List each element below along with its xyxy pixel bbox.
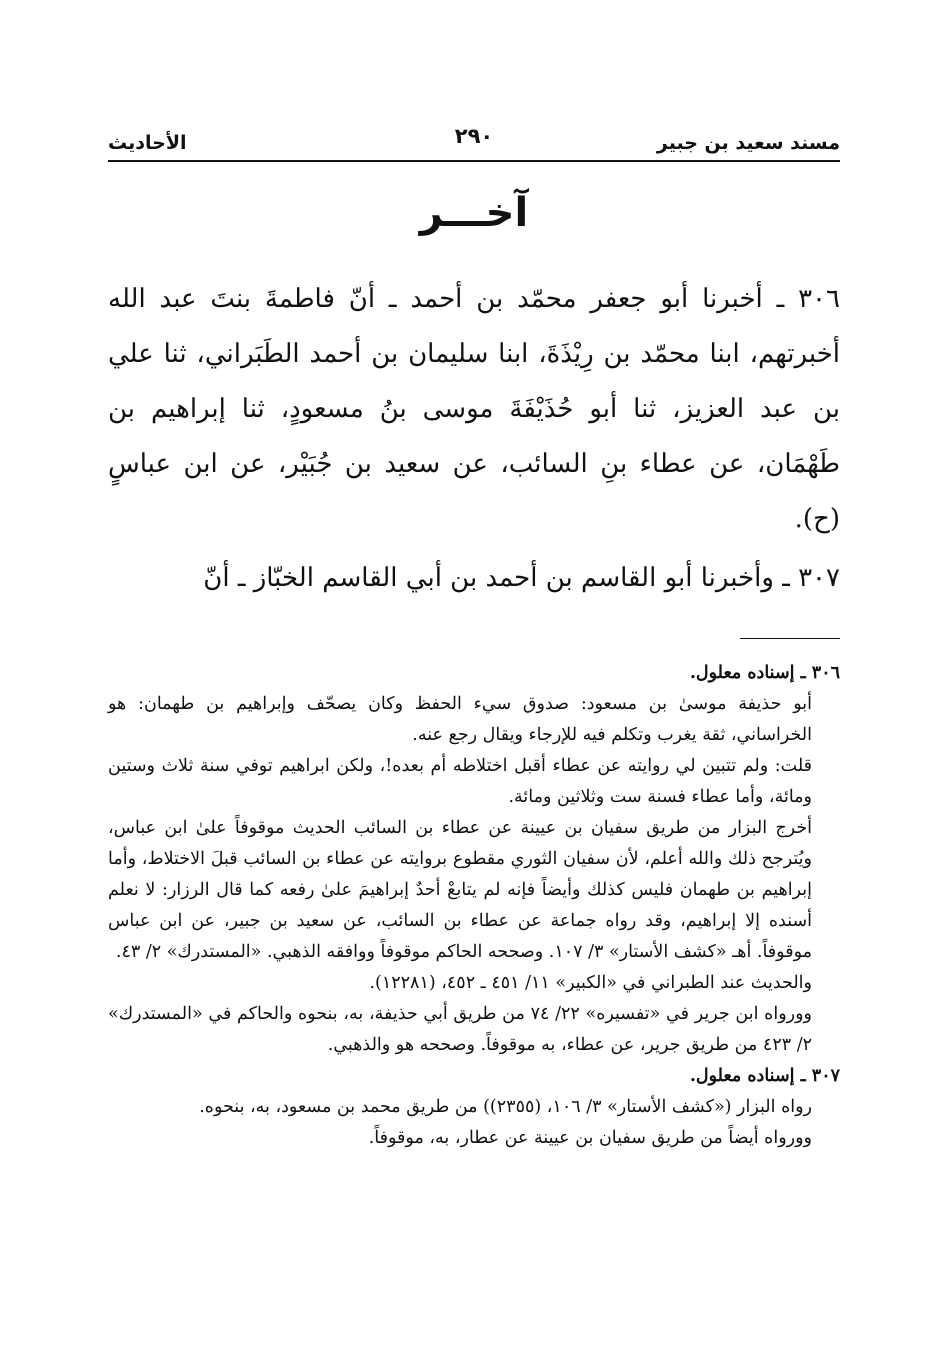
- footnote-rule: [740, 638, 840, 639]
- footnote-paragraph: قلت: ولم تتبين لي روايته عن عطاء أقبل اختلاطه أم بعده!، ولكن ابراهيم توفي سنة ثلاث وستين ومائة، وأما عطاء فسنة ست وثلاثين ومائة.: [108, 756, 812, 807]
- header-rule: [108, 160, 840, 162]
- footnote-307-heading: ٣٠٧ ـ إسناده معلول.: [689, 1066, 840, 1086]
- footnotes: [108, 658, 840, 1154]
- footnote-paragraph: رواه البزار («كشف الأستار» ٣/ ١٠٦، (٢٣٥٥)) من طريق محمد بن مسعود، به، بنحوه.: [199, 1097, 812, 1117]
- footnote-paragraph: أخرج البزار من طريق سفيان بن عيينة عن عطاء بن السائب الحديث موقوفاً علىٰ ابن عباس، ويُترجح ذلك والله أعلم، لأن سفيان الثوري مقطوع بروايته عن عطاء بن السائب قبلَ الاختلاط، وأما إبراهيم بن طهمان فليس كذلك وأيضاً فإنه لم يتابعْ أحدٌ إبراهيمَ علىٰ رفعه كما قال الرزار: لا نعلم أسنده إلا إبراهيم، وقد رواه جماعة عن عطاء بن السائب، عن سعيد بن جبير، عن ابن عباس موقوفاً. أهـ «كشف الأستار» ٣/ ١٠٧. وصححه الحاكم موقوفاً ووافقه الذهبي. «المستدرك» ٢/ ٤٣.: [108, 818, 812, 962]
- page-number: ٢٩٠: [454, 124, 494, 148]
- book-title: مسند سعيد بن جبير: [656, 132, 840, 154]
- section-title: آخـــر: [419, 190, 529, 236]
- running-header: [108, 124, 840, 154]
- hadith-307: ٣٠٧ ـ وأخبرنا أبو القاسم بن أحمد بن أبي القاسم الخبّاز ـ أنّ: [203, 563, 840, 593]
- footnote-paragraph: وورواه أيضاً من طريق سفيان بن عيينة عن عطار، به، موقوفاً.: [368, 1128, 812, 1148]
- footnote-paragraph: وورواه ابن جرير في «تفسيره» ٢٢/ ٧٤ من طريق أبي حذيفة، به، بنحوه والحاكم في «المستدرك» ٢/ ٤٢٣ من طريق جرير، عن عطاء، به موقوفاً. وصححه هو والذهبي.: [108, 1004, 812, 1055]
- section-name: الأحاديث: [108, 132, 187, 154]
- footnote-paragraph: والحديث عند الطبراني في «الكبير» ١١/ ٤٥١ ـ ٤٥٢، (١٢٢٨١).: [369, 973, 812, 993]
- main-text: [108, 272, 840, 610]
- hadith-306: ٣٠٦ ـ أخبرنا أبو جعفر محمّد بن أحمد ـ أنّ فاطمةَ بنتَ عبد الله أخبرتهم، ابنا محمّد بن رِيْذَةَ، ابنا سليمان بن أحمد الطَبَراني، ثنا علي بن عبد العزيز، ثنا أبو حُذَيْفَةَ موسى بنُ مسعودٍ، ثنا إبراهيم بن طَهْمَان، عن عطاء بنِ السائب، عن سعيد بن جُبَيْر، عن ابن عباسٍ (ح).: [108, 284, 840, 534]
- footnote-paragraph: أبو حذيفة موسىٰ بن مسعود: صدوق سيء الحفظ وكان يصحّف وإبراهيم بن طهمان: هو الخراساني، ثقة يغرب وتكلم فيه للإرجاء ويقال رجع عنه.: [108, 694, 812, 745]
- footnote-306-heading: ٣٠٦ ـ إسناده معلول.: [689, 663, 840, 683]
